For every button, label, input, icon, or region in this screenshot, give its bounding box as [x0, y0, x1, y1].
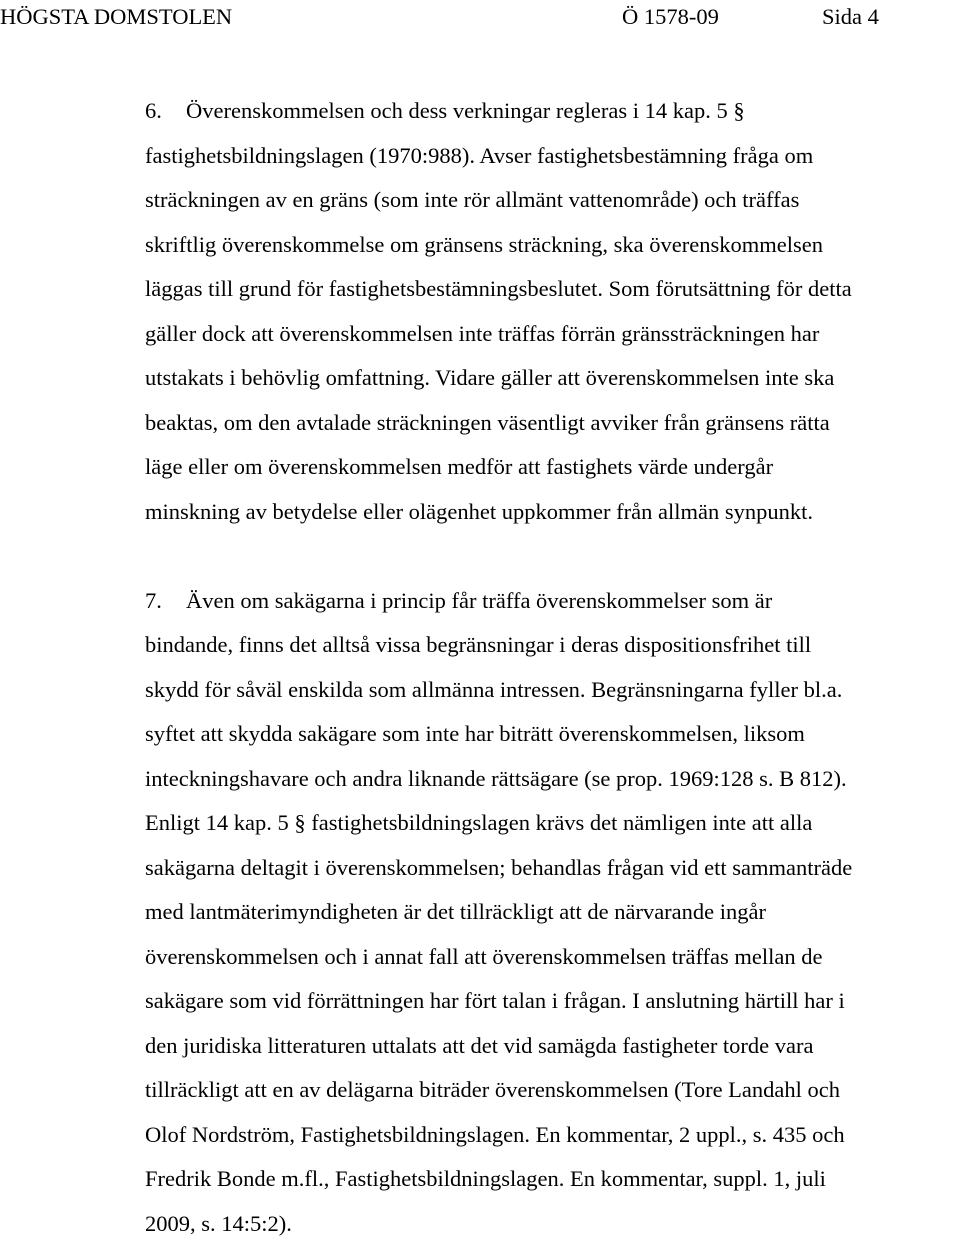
paragraph-line: syftet att skydda sakägare som inte har biträtt överenskommelsen, liksom — [145, 712, 960, 757]
paragraph-line: tillräckligt att en av delägarna biträder överenskommelsen (Tore Landahl och — [145, 1068, 960, 1113]
paragraph-line: läggas till grund för fastighetsbestämningsbeslutet. Som förutsättning för detta — [145, 267, 960, 312]
paragraph-line: 2009, s. 14:5:2). — [145, 1202, 960, 1246]
paragraph-line — [145, 579, 960, 624]
paragraph-number: 7. — [145, 579, 186, 624]
paragraph-line: inteckningshavare och andra liknande rättsägare (se prop. 1969:128 s. B 812). — [145, 757, 960, 802]
paragraph-line: sakägarna deltagit i överenskommelsen; behandlas frågan vid ett sammanträde — [145, 846, 960, 891]
paragraph-line: överenskommelsen och i annat fall att överenskommelsen träffas mellan de — [145, 935, 960, 980]
paragraph-line: fastighetsbildningslagen (1970:988). Avser fastighetsbestämning fråga om — [145, 134, 960, 179]
paragraph-line-text: Även om sakägarna i princip får träffa överenskommelser som är — [186, 588, 772, 613]
document-body — [145, 89, 960, 1246]
paragraph-line: sträckningen av en gräns (som inte rör allmänt vattenområde) och träffas — [145, 178, 960, 223]
paragraph-line-text: Överenskommelsen och dess verkningar regleras i 14 kap. 5 § — [186, 98, 745, 123]
paragraph-line: Olof Nordström, Fastighetsbildningslagen. En kommentar, 2 uppl., s. 435 och — [145, 1113, 960, 1158]
page-number: Sida 4 — [822, 4, 879, 30]
paragraph-line: den juridiska litteraturen uttalats att det vid samägda fastigheter torde vara — [145, 1024, 960, 1069]
paragraph-6 — [145, 89, 960, 534]
page-header — [0, 4, 960, 30]
paragraph-line: skydd för såväl enskilda som allmänna intressen. Begränsningarna fyller bl.a. — [145, 668, 960, 713]
paragraph-line: Fredrik Bonde m.fl., Fastighetsbildningslagen. En kommentar, suppl. 1, juli — [145, 1157, 960, 1202]
paragraph-line: minskning av betydelse eller olägenhet uppkommer från allmän synpunkt. — [145, 490, 960, 535]
paragraph-line: läge eller om överenskommelsen medför att fastighets värde undergår — [145, 445, 960, 490]
court-name: HÖGSTA DOMSTOLEN — [0, 4, 232, 30]
paragraph-line — [145, 89, 960, 134]
paragraph-line: sakägare som vid förrättningen har fört talan i frågan. I anslutning härtill har i — [145, 979, 960, 1024]
case-number: Ö 1578-09 — [622, 4, 719, 30]
paragraph-line: Enligt 14 kap. 5 § fastighetsbildningslagen krävs det nämligen inte att alla — [145, 801, 960, 846]
paragraph-line: med lantmäterimyndigheten är det tillräckligt att de närvarande ingår — [145, 890, 960, 935]
paragraph-line: skriftlig överenskommelse om gränsens sträckning, ska överenskommelsen — [145, 223, 960, 268]
paragraph-spacer — [145, 534, 960, 579]
paragraph-7 — [145, 579, 960, 1246]
paragraph-line: gäller dock att överenskommelsen inte träffas förrän gränssträckningen har — [145, 312, 960, 357]
paragraph-line: beaktas, om den avtalade sträckningen väsentligt avviker från gränsens rätta — [145, 401, 960, 446]
paragraph-line: utstakats i behövlig omfattning. Vidare gäller att överenskommelsen inte ska — [145, 356, 960, 401]
paragraph-line: bindande, finns det alltså vissa begränsningar i deras dispositionsfrihet till — [145, 623, 960, 668]
paragraph-number: 6. — [145, 89, 186, 134]
